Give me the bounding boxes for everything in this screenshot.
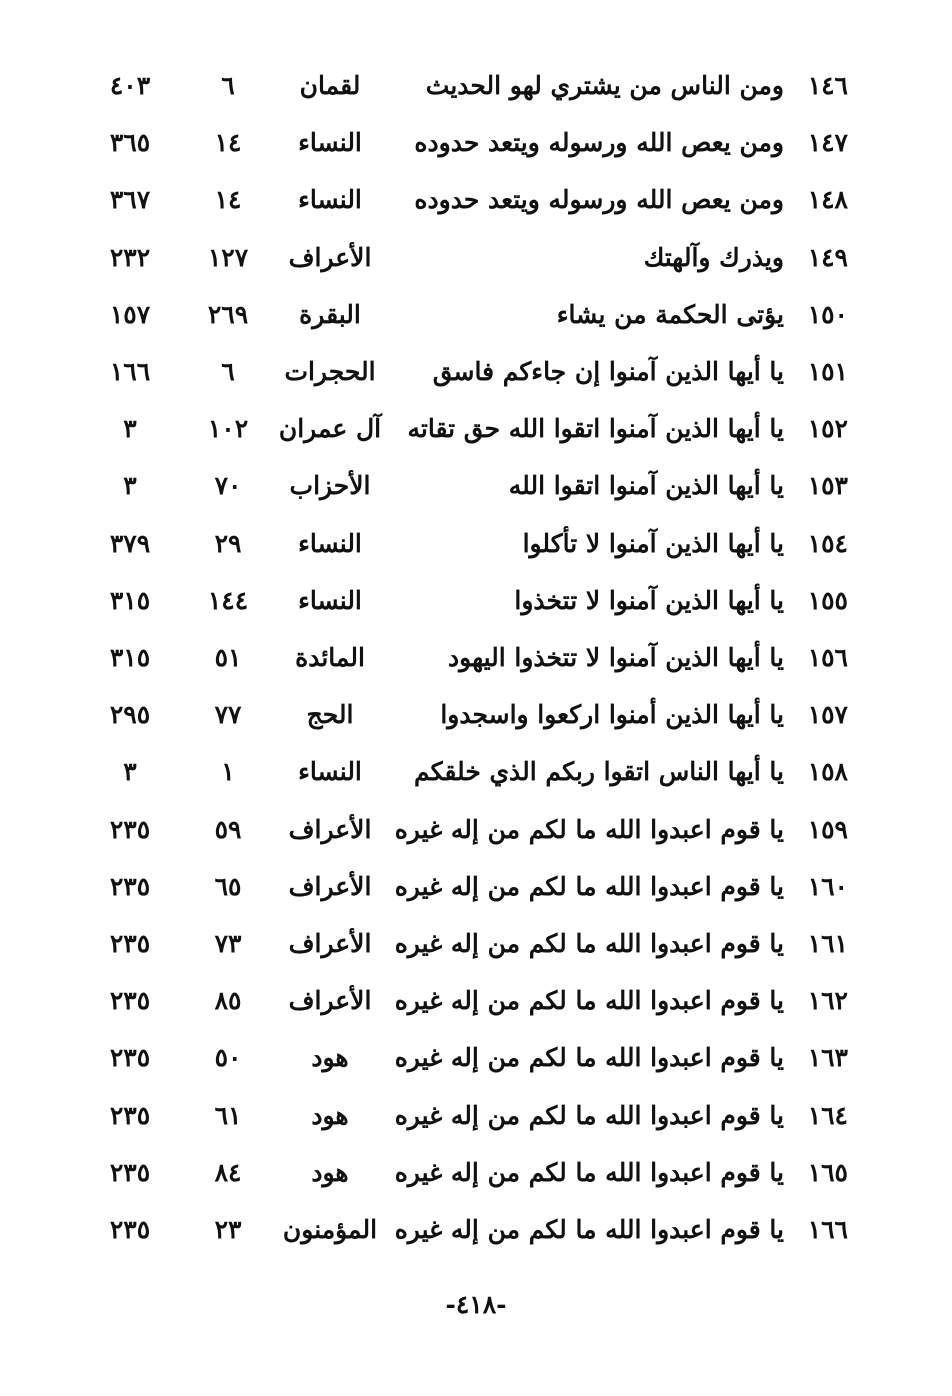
index-row	[0, 1030, 952, 1086]
verse-text: يا أيها الذين أمنوا اركعوا واسجدوا	[440, 700, 784, 730]
index-row	[0, 230, 952, 286]
verse-text: يا أيها الذين آمنوا لا تأكلوا	[522, 528, 784, 558]
verse-text: يا قوم اعبدوا الله ما لكم من إله غيره	[394, 1043, 784, 1073]
verse-text: يا أيها الذين آمنوا اتقوا الله حق تقاته	[407, 414, 784, 444]
ayah-number: ٨٤	[214, 1157, 242, 1187]
page-reference: ٢٣٥	[109, 1100, 151, 1130]
index-row	[0, 287, 952, 343]
verse-text: يا قوم اعبدوا الله ما لكم من إله غيره	[394, 814, 784, 844]
verse-text: يا قوم اعبدوا الله ما لكم من إله غيره	[394, 929, 784, 958]
ayah-number: ٢٦٩	[207, 299, 249, 329]
verse-text: ومن يعص الله ورسوله ويتعد حدوده	[414, 128, 784, 158]
verse-text: يؤتى الحكمة من يشاء	[556, 299, 784, 329]
surah-name: المؤمنون	[282, 1215, 378, 1244]
index-row	[0, 172, 952, 228]
ayah-number: ٢٣	[214, 1215, 242, 1244]
surah-name: هود	[311, 1157, 349, 1187]
index-row	[0, 401, 952, 457]
ayah-number: ١٠٢	[207, 414, 249, 444]
ayah-number: ١٢٧	[207, 242, 249, 272]
ayah-number: ١	[221, 757, 235, 787]
entry-number: ١٥٥	[807, 585, 848, 615]
page-reference: ٣	[123, 757, 137, 787]
page-reference: ٢٩٥	[109, 700, 151, 730]
index-row	[0, 916, 952, 972]
page-reference: ٣١٥	[109, 585, 151, 615]
verse-text: يا قوم اعبدوا الله ما لكم من إله غيره	[394, 986, 784, 1016]
index-row	[0, 802, 952, 858]
page-reference: ٣	[123, 414, 137, 444]
surah-name: هود	[311, 1100, 349, 1130]
ayah-number: ٦	[221, 71, 235, 100]
index-row	[0, 1145, 952, 1201]
verse-text: يا قوم اعبدوا الله ما لكم من إله غيره	[394, 1157, 784, 1187]
page-reference: ٣٦٧	[109, 185, 151, 215]
verse-text: يا قوم اعبدوا الله ما لكم من إله غيره	[394, 1100, 784, 1130]
index-row	[0, 744, 952, 800]
entry-number: ١٦٥	[807, 1157, 848, 1187]
surah-name: الأعراف	[288, 814, 372, 844]
page-reference: ٣٦٥	[109, 128, 151, 158]
page-reference: ٣	[123, 471, 137, 501]
entry-number: ١٤٩	[807, 242, 848, 272]
index-row	[0, 344, 952, 400]
page-reference: ٢٣٥	[109, 814, 151, 844]
entry-number: ١٦٠	[807, 871, 848, 901]
surah-name: هود	[311, 1043, 349, 1073]
entry-number: ١٥١	[807, 357, 848, 386]
ayah-number: ٧٣	[214, 929, 242, 958]
verse-text: يا أيها الذين آمنوا إن جاءكم فاسق	[432, 357, 784, 386]
verse-text: ويذرك وآلهتك	[643, 242, 784, 272]
index-row	[0, 687, 952, 743]
ayah-number: ٥١	[214, 643, 242, 672]
surah-name: آل عمران	[278, 414, 382, 444]
entry-number: ١٦٦	[807, 1215, 848, 1244]
index-row	[0, 58, 952, 114]
surah-name: الأعراف	[288, 871, 372, 901]
page-reference: ١٥٧	[109, 299, 151, 329]
entry-number: ١٥٩	[807, 814, 848, 844]
index-row	[0, 1202, 952, 1258]
page-reference: ٢٣٥	[109, 929, 151, 958]
entry-number: ١٤٧	[807, 128, 848, 158]
index-row	[0, 115, 952, 171]
ayah-number: ١٤٤	[207, 585, 249, 615]
page-reference: ٣٧٩	[109, 528, 151, 558]
entry-number: ١٥٢	[807, 414, 848, 444]
index-row	[0, 973, 952, 1029]
verse-text: ومن يعص الله ورسوله ويتعد حدوده	[414, 185, 784, 215]
ayah-number: ٦١	[214, 1100, 242, 1130]
entry-number: ١٥٠	[807, 299, 848, 329]
page-reference: ٢٣٥	[109, 986, 151, 1016]
entry-number: ١٥٣	[807, 471, 848, 501]
index-row	[0, 458, 952, 514]
page-reference: ٣١٥	[109, 643, 151, 672]
surah-name: الأعراف	[288, 986, 372, 1016]
index-row	[0, 1088, 952, 1144]
surah-name: الحج	[306, 700, 354, 730]
verse-text: يا أيها الذين آمنوا اتقوا الله	[508, 471, 784, 501]
entry-number: ١٤٦	[807, 71, 848, 100]
index-row	[0, 859, 952, 915]
entry-number: ١٥٦	[807, 643, 848, 672]
page-reference: ٢٣٥	[109, 1043, 151, 1073]
ayah-number: ٦	[221, 357, 235, 386]
surah-name: النساء	[298, 128, 362, 158]
index-row	[0, 516, 952, 572]
ayah-number: ٧٠	[214, 471, 242, 501]
page-reference: ١٦٦	[109, 357, 151, 386]
ayah-number: ١٤	[214, 185, 242, 215]
verse-text: يا أيها الذين آمنوا لا تتخذوا	[514, 585, 784, 615]
ayah-number: ٦٥	[214, 871, 242, 901]
surah-name: النساء	[298, 528, 362, 558]
page-reference: ٢٣٥	[109, 1157, 151, 1187]
ayah-number: ١٤	[214, 128, 242, 158]
page-reference: ٢٣٢	[109, 242, 151, 272]
surah-name: الأعراف	[288, 242, 372, 272]
entry-number: ١٤٨	[807, 185, 848, 215]
entry-number: ١٦٤	[807, 1100, 848, 1130]
entry-number: ١٥٤	[807, 528, 848, 558]
page-reference: ٢٣٥	[109, 871, 151, 901]
page-reference: ٢٣٥	[109, 1215, 151, 1244]
ayah-number: ٥٩	[214, 814, 242, 844]
entry-number: ١٦٣	[807, 1043, 848, 1073]
surah-name: المائدة	[295, 643, 365, 672]
surah-name: النساء	[298, 585, 362, 615]
surah-name: الحجرات	[284, 357, 376, 386]
verse-text: يا أيها الذين آمنوا لا تتخذوا اليهود	[448, 643, 784, 672]
index-row	[0, 573, 952, 629]
entry-number: ١٦١	[807, 929, 848, 958]
surah-name: لقمان	[299, 71, 361, 100]
ayah-number: ٨٥	[214, 986, 242, 1016]
ayah-number: ٥٠	[214, 1043, 242, 1073]
surah-name: الأحزاب	[289, 471, 371, 501]
verse-text: ومن الناس من يشتري لهو الحديث	[425, 71, 784, 100]
page-reference: ٤٠٣	[109, 71, 151, 100]
verse-text: يا أيها الناس اتقوا ربكم الذي خلقكم	[413, 757, 784, 787]
ayah-number: ٧٧	[214, 700, 242, 730]
page-number: -٤١٨-	[445, 1290, 507, 1319]
entry-number: ١٥٧	[807, 700, 848, 730]
ayah-number: ٢٩	[214, 528, 242, 558]
verse-text: يا قوم اعبدوا الله ما لكم من إله غيره	[394, 871, 784, 901]
entry-number: ١٥٨	[807, 757, 848, 787]
surah-name: البقرة	[299, 299, 361, 329]
surah-name: النساء	[298, 757, 362, 787]
index-row	[0, 630, 952, 686]
surah-name: النساء	[298, 185, 362, 215]
entry-number: ١٦٢	[807, 986, 848, 1016]
surah-name: الأعراف	[288, 929, 372, 958]
verse-text: يا قوم اعبدوا الله ما لكم من إله غيره	[394, 1215, 784, 1244]
